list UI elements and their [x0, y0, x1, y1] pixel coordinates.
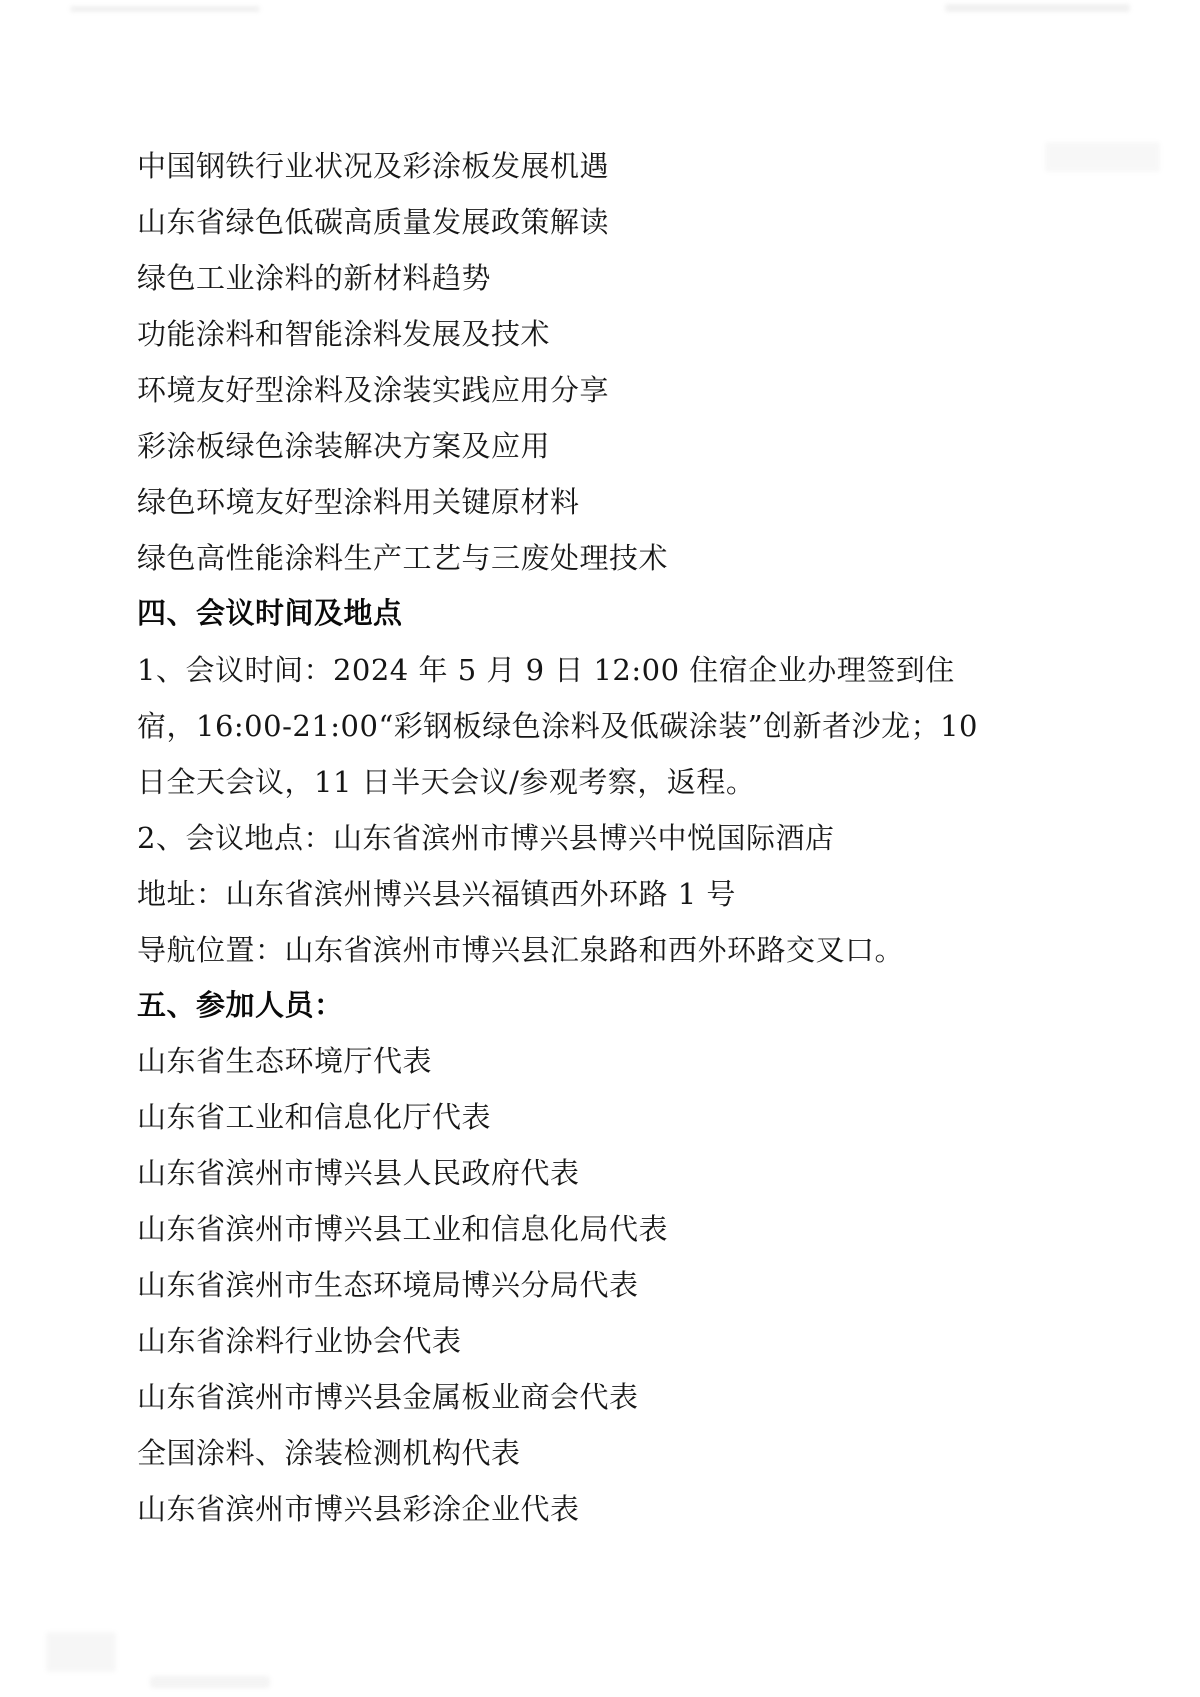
- participant-item: 山东省滨州市博兴县人民政府代表: [137, 1158, 580, 1190]
- meeting-time-line: 日全天会议，11 日半天会议/参观考察，返程。: [137, 765, 756, 799]
- participant-item: 山东省滨州市生态环境局博兴分局代表: [137, 1270, 639, 1302]
- participant-item: 山东省生态环境厅代表: [137, 1046, 433, 1078]
- participant-list: [137, 1034, 1077, 1538]
- meeting-address-line: 地址：山东省滨州博兴县兴福镇西外环路 1 号: [137, 877, 736, 911]
- participant-item: 山东省涂料行业协会代表: [137, 1326, 462, 1358]
- scan-artifact: [70, 6, 260, 12]
- scan-artifact: [150, 1676, 270, 1688]
- scan-artifact: [945, 4, 1130, 12]
- participant-item: 全国涂料、涂装检测机构代表: [137, 1438, 521, 1470]
- meeting-time-paragraph: [137, 642, 1077, 810]
- agenda-topic: 环境友好型涂料及涂装实践应用分享: [137, 373, 610, 407]
- agenda-topic: 绿色工业涂料的新材料趋势: [137, 261, 492, 295]
- agenda-topic: 彩涂板绿色涂装解决方案及应用: [137, 429, 551, 463]
- participant-item: 山东省滨州市博兴县工业和信息化局代表: [137, 1214, 669, 1246]
- meeting-time-line: 1、会议时间：2024 年 5 月 9 日 12:00 住宿企业办理签到住: [137, 653, 955, 687]
- agenda-topic: 山东省绿色低碳高质量发展政策解读: [137, 205, 610, 239]
- meeting-time-line: 宿，16:00-21:00“彩钢板绿色涂料及低碳涂装”创新者沙龙；10: [137, 709, 978, 743]
- section-heading-participants: 五、参加人员：: [137, 990, 344, 1022]
- document-content: [137, 138, 1077, 1538]
- meeting-venue-line: 2、会议地点：山东省滨州市博兴县博兴中悦国际酒店: [137, 821, 835, 855]
- section-heading-meeting-time-location: 四、会议时间及地点: [137, 598, 403, 630]
- agenda-topic-list: [137, 138, 1077, 586]
- scan-artifact: [46, 1632, 116, 1672]
- participant-item: 山东省滨州市博兴县金属板业商会代表: [137, 1382, 639, 1414]
- agenda-topic: 绿色高性能涂料生产工艺与三废处理技术: [137, 541, 669, 575]
- agenda-topic: 功能涂料和智能涂料发展及技术: [137, 317, 551, 351]
- meeting-navigation-line: 导航位置：山东省滨州市博兴县汇泉路和西外环路交叉口。: [137, 933, 905, 967]
- agenda-topic: 绿色环境友好型涂料用关键原材料: [137, 485, 580, 519]
- participant-item: 山东省滨州市博兴县彩涂企业代表: [137, 1494, 580, 1526]
- participant-item: 山东省工业和信息化厅代表: [137, 1102, 492, 1134]
- agenda-topic: 中国钢铁行业状况及彩涂板发展机遇: [137, 149, 610, 183]
